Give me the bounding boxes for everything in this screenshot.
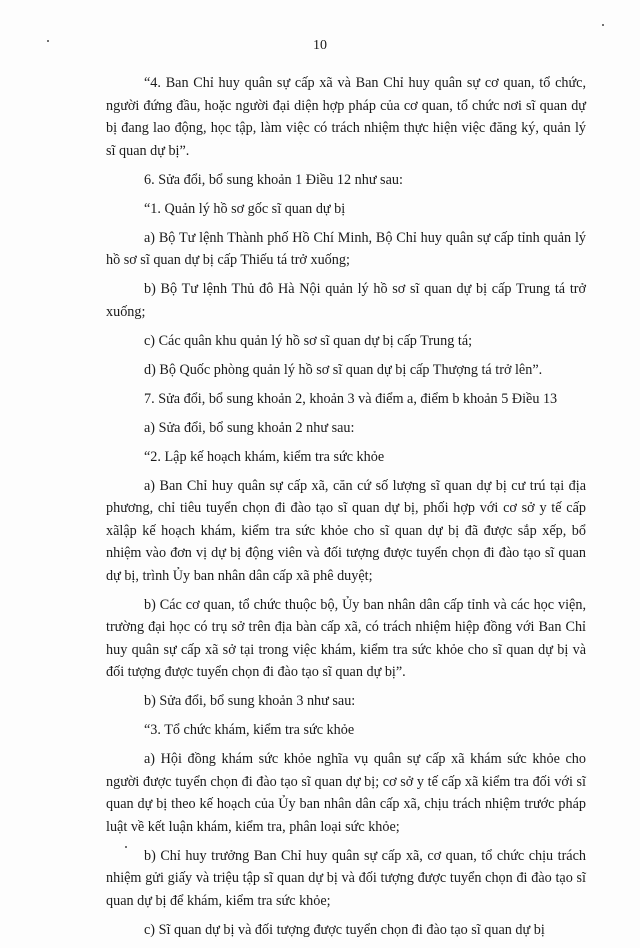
paragraph: a) Ban Chỉ huy quân sự cấp xã, căn cứ số lượng sĩ quan dự bị cư trú tại địa phương, chỉ tiêu tuyển chọn đi đào tạo sĩ quan dự bị, phối hợp với cơ sở y tế cấp xãlập kế hoạch khám, kiểm tra sức khỏe cho sĩ quan dự bị đã được sắp xếp, bổ nhiệm vào đơn vị dự bị động viên và đối tượng được tuyển chọn đi đào tạo sĩ quan dự bị, trình Ủy ban nhân dân cấp xã phê duyệt; — [106, 477, 586, 584]
paragraph: “2. Lập kế hoạch khám, kiểm tra sức khỏe — [144, 448, 385, 465]
scan-speck — [47, 40, 49, 42]
paragraph: a) Hội đồng khám sức khỏe nghĩa vụ quân sự cấp xã khám sức khỏe cho người được tuyển chọn đi đào tạo sĩ quan dự bị; cơ sở y tế cấp xã kiểm tra đối với sĩ quan dự bị theo kế hoạch của Ủy ban nhân dân cấp xã, chịu trách nhiệm trước pháp luật về kết luận khám, kiểm tra, phân loại sức khỏe; — [106, 751, 586, 835]
paragraph: “4. Ban Chỉ huy quân sự cấp xã và Ban Chỉ huy quân sự cơ quan, tổ chức, người đứng đầu, hoặc người đại diện hợp pháp của cơ quan, tổ chức nơi sĩ quan dự bị đang lao động, học tập, làm việc có trách nhiệm thực hiện việc đăng ký, quản lý sĩ quan dự bị”. — [106, 75, 586, 159]
paragraph: a) Bộ Tư lệnh Thành phố Hồ Chí Minh, Bộ Chỉ huy quân sự cấp tỉnh quản lý hồ sơ sĩ quan dự bị cấp Thiếu tá trở xuống; — [106, 229, 586, 268]
paragraph: “3. Tổ chức khám, kiểm tra sức khỏe — [144, 722, 355, 738]
paragraph: b) Sửa đổi, bổ sung khoản 3 như sau: — [144, 693, 356, 709]
paragraph: b) Chỉ huy trưởng Ban Chỉ huy quân sự cấp xã, cơ quan, tổ chức chịu trách nhiệm gửi giấy và triệu tập sĩ quan dự bị và đối tượng được tuyển chọn đi đào tạo sĩ quan dự bị để khám, kiểm tra sức khỏe; — [106, 847, 586, 909]
document-body — [106, 72, 586, 948]
paragraph: a) Sửa đổi, bổ sung khoản 2 như sau: — [144, 419, 355, 436]
scan-speck — [125, 846, 127, 848]
paragraph: c) Các quân khu quản lý hồ sơ sĩ quan dự bị cấp Trung tá; — [144, 332, 473, 349]
paragraph: 6. Sửa đổi, bổ sung khoản 1 Điều 12 như sau: — [144, 171, 403, 188]
page-number: 10 — [313, 38, 327, 53]
paragraph: d) Bộ Quốc phòng quản lý hồ sơ sĩ quan dự bị cấp Thượng tá trở lên”. — [144, 361, 543, 378]
paragraph: b) Các cơ quan, tổ chức thuộc bộ, Ủy ban nhân dân cấp tỉnh và các học viện, trường đại học có trụ sở trên địa bàn cấp xã, có trách nhiệm hiệp đồng với Ban Chỉ huy quân sự cấp xã sở tại trong việc khám, kiểm tra sức khỏe cho sĩ quan dự bị và đối tượng được tuyển chọn đi đào tạo sĩ quan dự bị”. — [106, 596, 586, 680]
paragraph: 7. Sửa đổi, bổ sung khoản 2, khoản 3 và điểm a, điểm b khoản 5 Điều 13 — [144, 390, 558, 407]
scan-speck — [602, 24, 604, 26]
paragraph: b) Bộ Tư lệnh Thủ đô Hà Nội quản lý hồ sơ sĩ quan dự bị cấp Trung tá trở xuống; — [106, 281, 586, 320]
paragraph: “1. Quản lý hồ sơ gốc sĩ quan dự bị — [144, 200, 346, 217]
paragraph: c) Sĩ quan dự bị và đối tượng được tuyển chọn đi đào tạo sĩ quan dự bị — [144, 921, 545, 938]
